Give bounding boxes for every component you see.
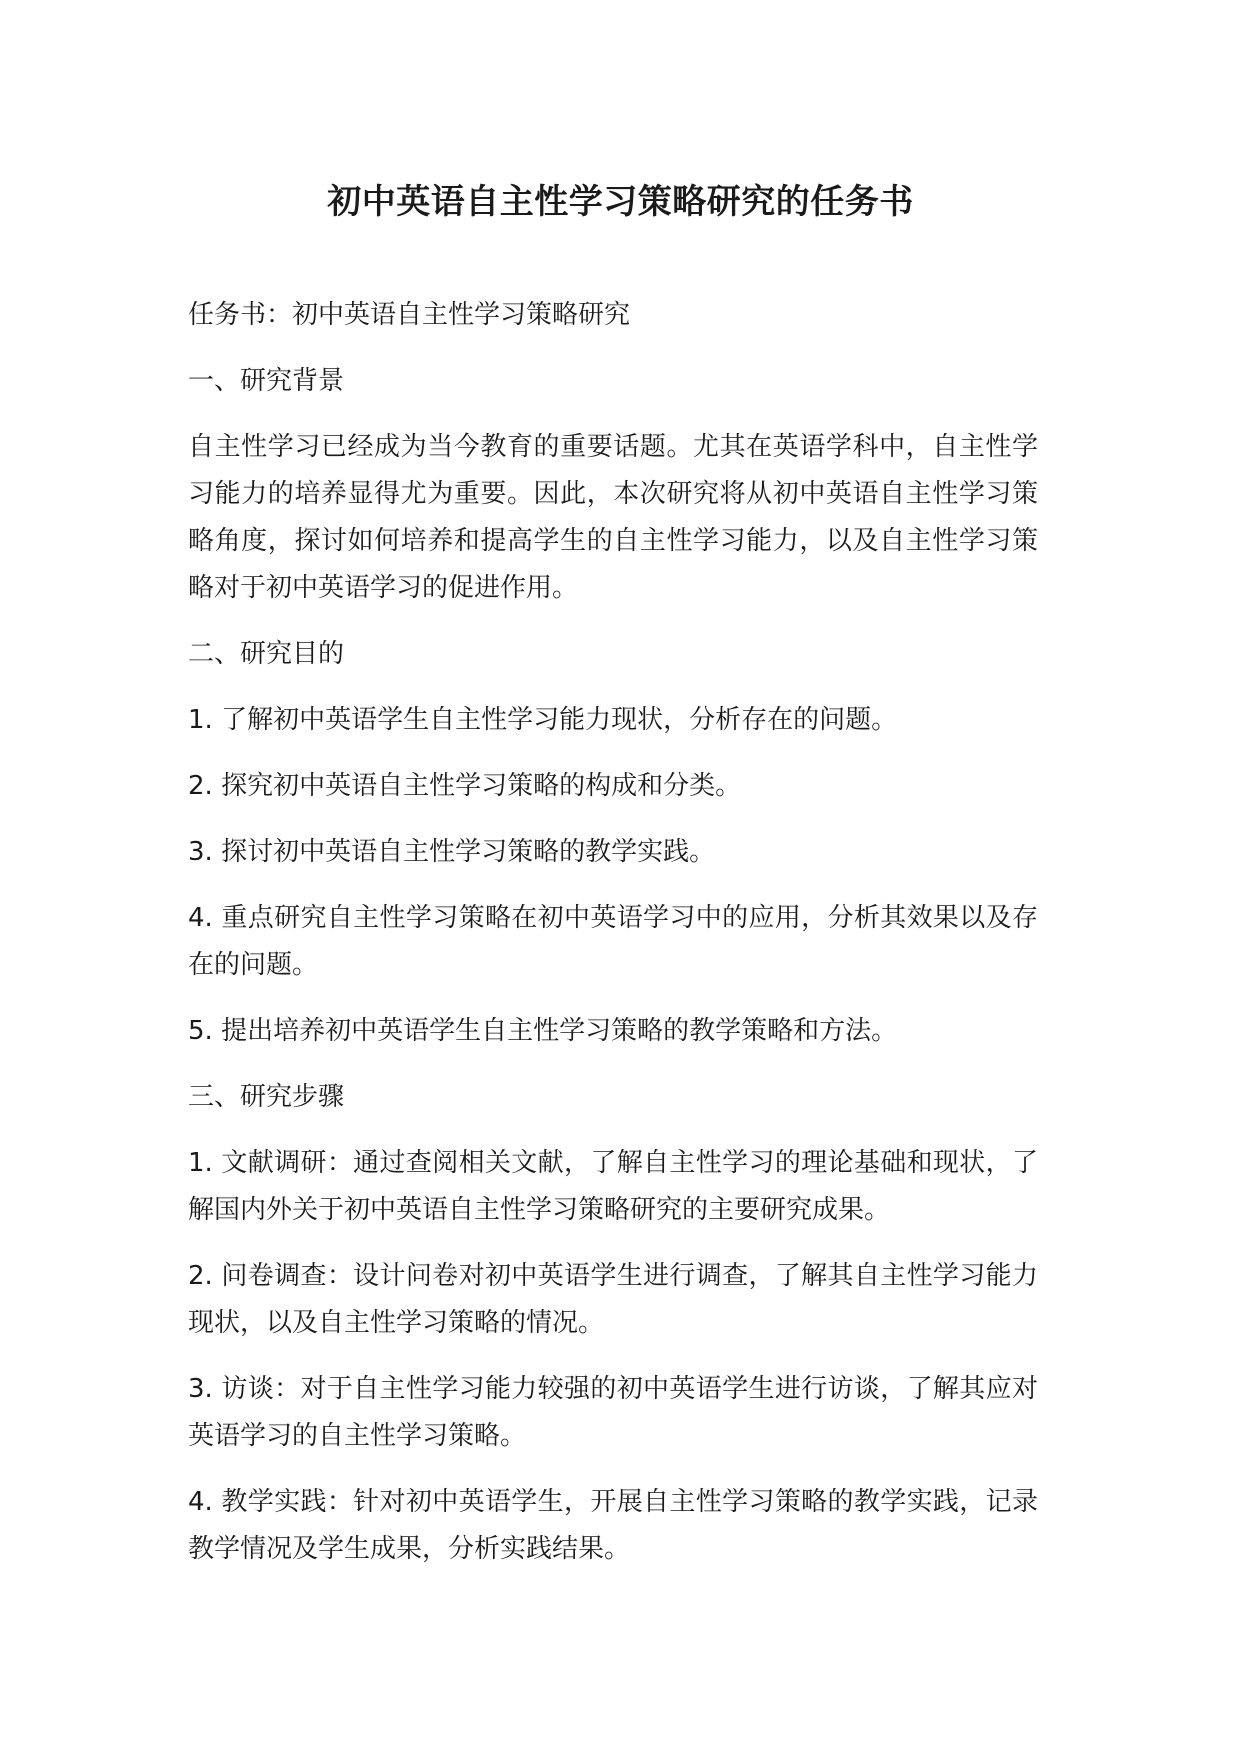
step-item: 4. 教学实践：针对初中英语学生，开展自主性学习策略的教学实践，记录教学情况及学生成果，分析实践结果。 [188, 1487, 1038, 1564]
document-title: 初中英语自主性学习策略研究的任务书 [327, 182, 914, 222]
section-heading-objectives: 二、研究目的 [188, 639, 345, 669]
step-item: 1. 文献调研：通过查阅相关文献，了解自主性学习的理论基础和现状，了解国内外关于初中英语自主性学习策略研究的主要研究成果。 [188, 1148, 1038, 1225]
step-item: 2. 问卷调查：设计问卷对初中英语学生进行调查，了解其自主性学习能力现状，以及自主性学习策略的情况。 [188, 1261, 1038, 1338]
step-item: 3. 访谈：对于自主性学习能力较强的初中英语学生进行访谈，了解其应对英语学习的自主性学习策略。 [188, 1374, 1038, 1451]
objective-item: 4. 重点研究自主性学习策略在初中英语学习中的应用，分析其效果以及存在的问题。 [188, 903, 1038, 980]
section-heading-background: 一、研究背景 [188, 366, 345, 396]
task-subtitle: 任务书：初中英语自主性学习策略研究 [188, 300, 631, 330]
section-heading-steps: 三、研究步骤 [188, 1082, 345, 1112]
background-paragraph: 自主性学习已经成为当今教育的重要话题。尤其在英语学科中，自主性学习能力的培养显得尤为重要。因此，本次研究将从初中英语自主性学习策略角度，探讨如何培养和提高学生的自主性学习能力，以及自主性学习策略对于初中英语学习的促进作用。 [188, 432, 1038, 603]
objective-item: 3. 探讨初中英语自主性学习策略的教学实践。 [188, 837, 716, 867]
objective-item: 2. 探究初中英语自主性学习策略的构成和分类。 [188, 771, 742, 801]
objective-item: 5. 提出培养初中英语学生自主性学习策略的教学策略和方法。 [188, 1016, 898, 1046]
document-body [188, 292, 1038, 1592]
objective-item: 1. 了解初中英语学生自主性学习能力现状，分析存在的问题。 [188, 705, 898, 735]
